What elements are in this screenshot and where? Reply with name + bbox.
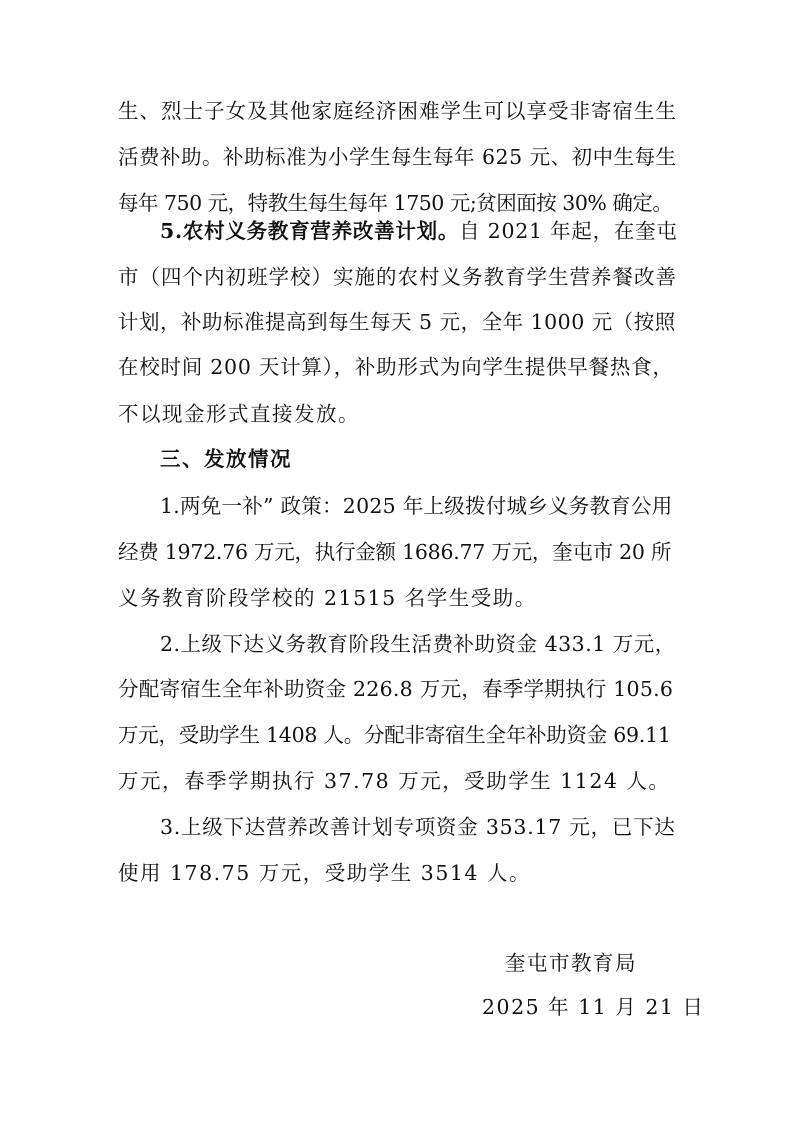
signature-org: 奎屯市教育局 (505, 951, 637, 975)
paragraph-line: 计划，补助标准提高到每生每天 5 元，全年 1000 元（按照 (118, 310, 676, 334)
paragraph-line: 市（四个内初班学校）实施的农村义务教育学生营养餐改善 (118, 265, 677, 289)
paragraph-line: 不以现金形式直接发放。 (118, 402, 360, 426)
section-5-line (160, 216, 678, 246)
item-1-line: 1.两免一补” 政策：2025 年上级拨付城乡义务教育公用 (160, 494, 673, 518)
item-3-line: 3.上级下达营养改善计划专项资金 353.17 元，已下达 (160, 815, 676, 839)
paragraph-line: 在校时间 200 天计算），补助形式为向学生提供早餐热食， (118, 355, 674, 379)
section-5-text: 自 2021 年起，在奎屯 (459, 219, 678, 243)
paragraph-line: 使用 178.75 万元，受助学生 3514 人。 (118, 861, 531, 885)
paragraph-line: 经费 1972.76 万元，执行金额 1686.77 万元，奎屯市 20 所 (118, 540, 672, 564)
paragraph-line: 义务教育阶段学校的 21515 名学生受助。 (118, 586, 537, 610)
paragraph-line: 生、烈士子女及其他家庭经济困难学生可以享受非寄宿生生 (118, 99, 677, 123)
section-5-heading: 5.农村义务教育营养改善计划。 (160, 219, 460, 243)
item-2-line: 2.上级下达义务教育阶段生活费补助资金 433.1 万元， (160, 632, 676, 656)
signature-date: 2025 年 11 月 21 日 (482, 995, 705, 1019)
paragraph-line: 每年 750 元，特教生每生每年 1750 元;贫困面按 30% 确定。 (118, 191, 673, 215)
paragraph-line: 万元，受助学生 1408 人。分配非寄宿生全年补助资金 69.11 (118, 723, 671, 747)
paragraph-line: 分配寄宿生全年补助资金 226.8 万元，春季学期执行 105.6 (118, 677, 674, 701)
paragraph-line: 万元，春季学期执行 37.78 万元，受助学生 1124 人。 (118, 769, 671, 793)
section-heading-3: 三、发放情况 (160, 447, 292, 471)
paragraph-line: 活费补助。补助标准为小学生每生每年 625 元、初中生每生 (118, 145, 677, 169)
